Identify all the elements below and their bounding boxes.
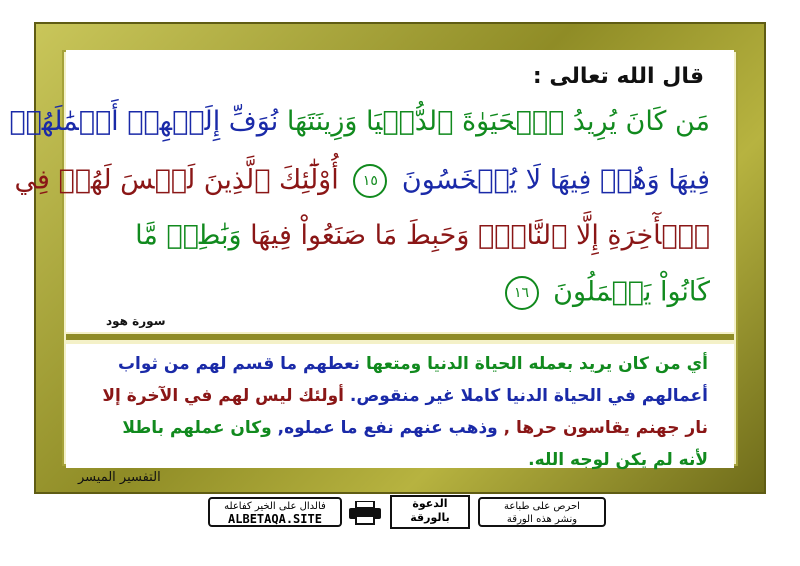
verse-line-2 — [14, 164, 710, 198]
logo-text: الدعوة — [412, 497, 448, 510]
verse-text: ٱلۡأٓخِرَةِ إِلَّا ٱلنَّارُۖ — [477, 220, 710, 251]
footer-print-box — [478, 497, 606, 527]
tafsir-line-3 — [96, 418, 708, 438]
ayah-number-marker: ١٥ — [353, 164, 387, 198]
tafsir-text: نعطهم ما قسم لهم من ثواب — [117, 354, 361, 374]
tafsir-line-4 — [96, 450, 708, 470]
divider — [66, 334, 734, 340]
verse-text: فِيهَا وَهُمۡ فِيهَا لَا يُبۡخَسُونَ — [401, 164, 710, 196]
verse-text: أُوْلَٰٓئِكَ ٱلَّذِينَ لَيۡسَ لَهُمۡ فِي — [14, 164, 339, 196]
footer — [208, 497, 608, 529]
heading: قال الله تعالى : — [532, 64, 704, 89]
printer-icon — [348, 501, 382, 525]
footer-slogan: فالدال على الخير كفاعله — [224, 501, 326, 512]
verse-text: وَبَٰطِلٞ مَّا — [135, 220, 242, 251]
tafsir-source: التفسير الميسر — [78, 470, 161, 485]
verse-line-1 — [9, 106, 710, 137]
verse-line-4 — [90, 276, 710, 310]
logo-text: بالورقة — [410, 511, 450, 524]
footer-site-box — [208, 497, 342, 527]
tafsir-text: وذهب عنهم نفع ما عملوه, — [277, 418, 498, 438]
verse-text: نُوَفِّ إِلَيۡهِمۡ أَعۡمَٰلَهُمۡ — [9, 106, 279, 137]
tafsir-text: أعمالهم في الحياة الدنيا كاملا غير منقوص. — [349, 386, 708, 406]
tafsir-text: نار جهنم يقاسون حرها , — [503, 418, 708, 438]
tafsir-text: أولئك ليس لهم في الآخرة إلا — [102, 386, 344, 406]
footer-print-text: ونشر هذه الورقة — [506, 514, 578, 525]
tafsir-text: لأنه لم يكن لوجه الله. — [528, 450, 708, 470]
footer-print-text: احرص على طباعة — [504, 501, 580, 512]
tafsir-text: أي من كان يريد بعمله الحياة الدنيا ومتعها — [365, 354, 708, 374]
verse-line-3 — [90, 220, 710, 251]
logo — [390, 495, 470, 529]
verse-text: وَحَبِطَ مَا صَنَعُواْ فِيهَا — [250, 220, 470, 251]
ayah-number-marker: ١٦ — [505, 276, 539, 310]
tafsir-line-2 — [96, 386, 708, 406]
tafsir-text: وكان عملهم باطلا — [122, 418, 272, 438]
site-link[interactable]: ALBETAQA.SITE — [228, 512, 322, 526]
surah-name: سورة هود — [106, 314, 166, 328]
tafsir-line-1 — [96, 354, 708, 374]
verse-text: مَن كَانَ يُرِيدُ ٱلۡحَيَوٰةَ ٱلدُّنۡيَا وَزِينَتَهَا — [286, 106, 710, 137]
verse-text: كَانُواْ يَعۡمَلُونَ — [553, 276, 710, 308]
